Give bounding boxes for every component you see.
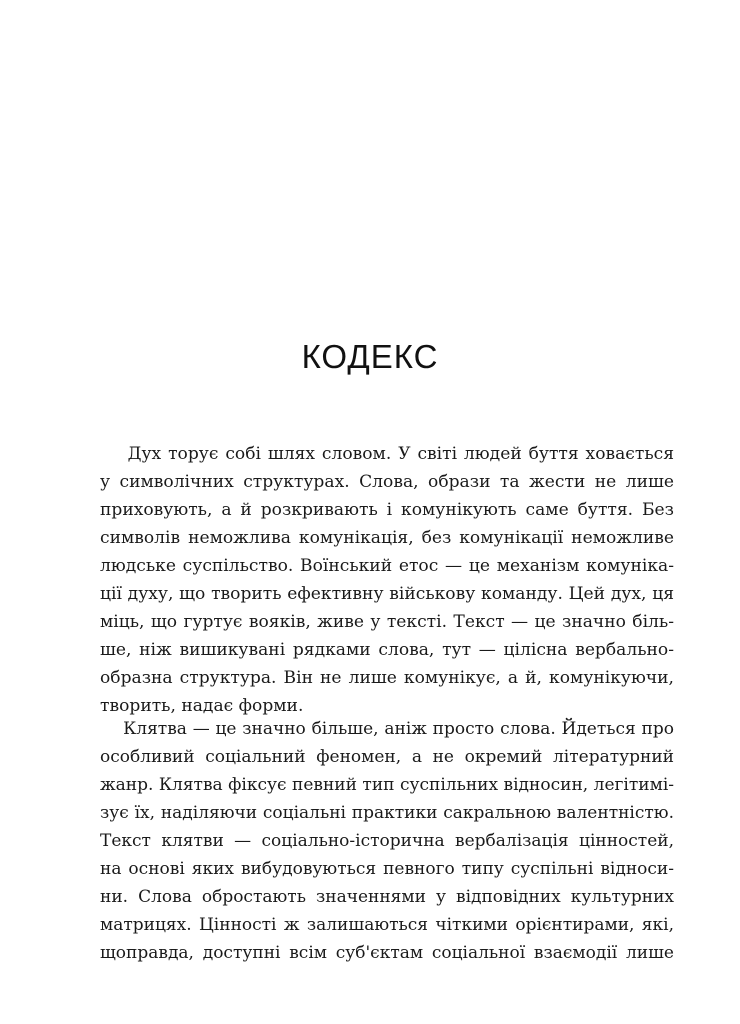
- text-line: зує їх, наділяючи соціальні практики сакральною валентністю.: [100, 803, 674, 823]
- text-line: символів неможлива комунікація, без комунікації неможливе: [100, 528, 674, 548]
- text-line: на основі яких вибудовуються певного типу суспільні відноси-: [100, 859, 674, 879]
- chapter-title: КОДЕКС: [301, 338, 439, 375]
- text-line: ни. Слова обростають значеннями у відповідних культурних: [100, 887, 674, 907]
- paragraph-2: [100, 715, 674, 967]
- text-line: приховують, а й розкривають і комунікують саме буття. Без: [100, 500, 674, 520]
- paragraph-1: [100, 440, 674, 720]
- text-line: матрицях. Цінності ж залишаються чіткими орієнтирами, які,: [100, 915, 674, 935]
- text-line: образна структура. Він не лише комунікує, а й, комунікуючи,: [100, 668, 674, 688]
- text-line: жанр. Клятва фіксує певний тип суспільних відносин, легітимі-: [100, 775, 674, 795]
- text-line: людське суспільство. Воїнський етос — це механізм комуніка-: [100, 556, 674, 576]
- text-line: творить, надає форми.: [100, 696, 304, 716]
- text-line: Дух торує собі шлях словом. У світі людей буття ховається: [100, 444, 674, 464]
- text-line: Клятва — це значно більше, аніж просто слова. Йдеться про: [100, 719, 674, 739]
- text-line: щоправда, доступні всім суб'єктам соціальної взаємодії лише: [100, 943, 674, 963]
- text-line: Текст клятви — соціально-історична вербалізація цінностей,: [100, 831, 674, 851]
- text-line: у символічних структурах. Слова, образи та жести не лише: [100, 472, 674, 492]
- text-line: міць, що гуртує вояків, живе у тексті. Текст — це значно біль-: [100, 612, 674, 632]
- text-line: ше, ніж вишикувані рядками слова, тут — цілісна вербально-: [100, 640, 674, 660]
- text-line: ції духу, що творить ефективну військову команду. Цей дух, ця: [100, 584, 674, 604]
- text-line: особливий соціальний феномен, а не окремий літературний: [100, 747, 674, 767]
